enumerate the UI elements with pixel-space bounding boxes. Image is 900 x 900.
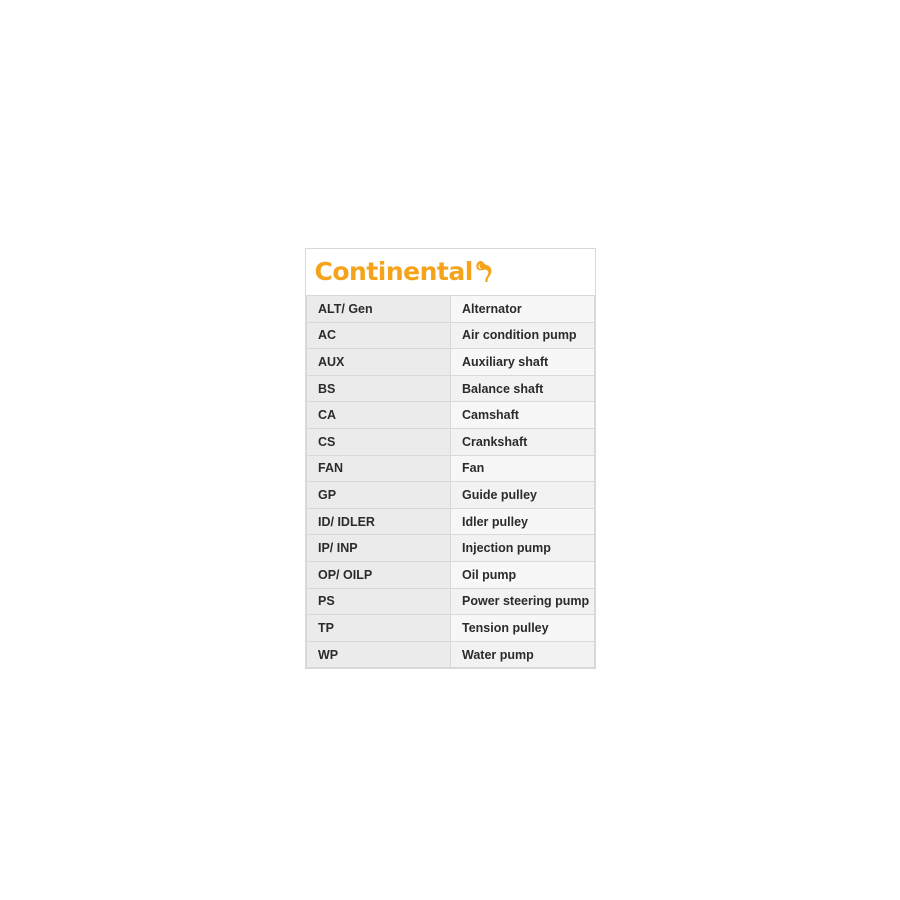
abbreviation-cell: PS xyxy=(307,588,451,615)
term-cell: Air condition pump xyxy=(451,322,595,349)
abbreviation-cell: OP/ OILP xyxy=(307,561,451,588)
table-row xyxy=(307,615,595,642)
term-cell: Tension pulley xyxy=(451,615,595,642)
term-cell: Injection pump xyxy=(451,535,595,562)
brand-header-row xyxy=(307,249,595,296)
table-row xyxy=(307,561,595,588)
abbreviation-cell: TP xyxy=(307,615,451,642)
term-cell: Fan xyxy=(451,455,595,482)
term-cell: Guide pulley xyxy=(451,482,595,509)
term-cell: Camshaft xyxy=(451,402,595,429)
table-row xyxy=(307,428,595,455)
abbreviation-cell: ALT/ Gen xyxy=(307,296,451,323)
term-cell: Power steering pump xyxy=(451,588,595,615)
table-row xyxy=(307,402,595,429)
table-row xyxy=(307,482,595,509)
table-row xyxy=(307,641,595,668)
term-cell: Alternator xyxy=(451,296,595,323)
brand-wordmark: Continental xyxy=(314,256,473,286)
legend-table-body xyxy=(307,249,595,668)
abbreviation-cell: BS xyxy=(307,375,451,402)
table-row xyxy=(307,588,595,615)
term-cell: Crankshaft xyxy=(451,428,595,455)
continental-horse-icon xyxy=(474,260,494,284)
term-cell: Water pump xyxy=(451,641,595,668)
abbreviation-cell: CA xyxy=(307,402,451,429)
term-cell: Oil pump xyxy=(451,561,595,588)
term-cell: Balance shaft xyxy=(451,375,595,402)
abbreviation-cell: AC xyxy=(307,322,451,349)
term-cell: Idler pulley xyxy=(451,508,595,535)
abbreviation-cell: FAN xyxy=(307,455,451,482)
table-row xyxy=(307,375,595,402)
table-row xyxy=(307,296,595,323)
table-row xyxy=(307,455,595,482)
abbreviation-cell: WP xyxy=(307,641,451,668)
table-row xyxy=(307,322,595,349)
table-row xyxy=(307,349,595,376)
abbreviation-cell: GP xyxy=(307,482,451,509)
abbreviation-cell: ID/ IDLER xyxy=(307,508,451,535)
term-cell: Auxiliary shaft xyxy=(451,349,595,376)
abbreviation-legend-table xyxy=(306,249,595,668)
abbreviation-legend-card xyxy=(305,248,596,669)
abbreviation-cell: AUX xyxy=(307,349,451,376)
abbreviation-cell: CS xyxy=(307,428,451,455)
brand-header-cell xyxy=(307,249,595,296)
continental-logo xyxy=(315,249,595,295)
abbreviation-cell: IP/ INP xyxy=(307,535,451,562)
table-row xyxy=(307,508,595,535)
table-row xyxy=(307,535,595,562)
